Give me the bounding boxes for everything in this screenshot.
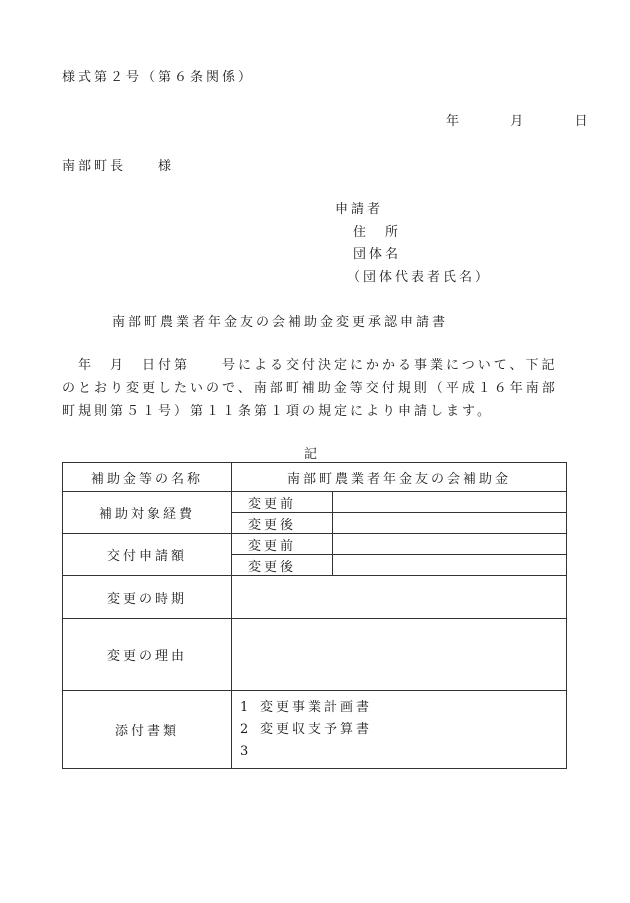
table-row [63, 534, 567, 555]
target-before-value[interactable] [333, 492, 567, 513]
subsidy-name-value: 南部町農業者年金友の会補助金 [232, 463, 567, 492]
target-before-label: 変更前 [232, 492, 333, 513]
target-expense-label: 補助対象経費 [63, 492, 232, 534]
addressee: 南部町長 様 [62, 159, 175, 174]
body-line-3: 町規則第５１号）第１１条第１項の規定により申請します。 [62, 404, 493, 419]
applicant-org-label: 団体名 [353, 247, 402, 263]
attachments-cell [232, 691, 567, 769]
date-day: 日 [574, 114, 591, 129]
form-number: 様式第２号（第６条関係） [62, 70, 255, 85]
applicant-block [335, 199, 491, 290]
application-table [62, 462, 567, 769]
applicant-rep-label: （団体代表者氏名） [347, 270, 492, 286]
attachment-text: 変更事業計画書 [260, 699, 373, 715]
grant-amount-label: 交付申請額 [63, 534, 232, 576]
attachment-number: 3 [240, 743, 252, 759]
change-reason-value[interactable] [232, 619, 567, 691]
subsidy-name-label: 補助金等の名称 [63, 463, 232, 492]
document-title: 南部町農業者年金友の会補助金変更承認申請書 [112, 315, 449, 330]
table-row [63, 619, 567, 691]
attachment-number: 1 [240, 699, 252, 715]
date-year: 年 [446, 114, 463, 129]
list-item [240, 719, 566, 741]
attachments-list [232, 697, 566, 763]
change-timing-value[interactable] [232, 576, 567, 619]
body-line-2: のとおり変更したいので、南部町補助金等交付規則（平成１６年南部 [62, 381, 558, 396]
change-reason-label: 変更の理由 [63, 619, 232, 691]
table-row [63, 492, 567, 513]
change-timing-label: 変更の時期 [63, 576, 232, 619]
attachment-number: 2 [240, 721, 252, 737]
grant-before-value[interactable] [333, 534, 567, 555]
body-text [62, 354, 558, 423]
list-item [240, 697, 566, 719]
ki-heading: 記 [304, 447, 321, 462]
date-line [446, 110, 591, 129]
applicant-address-label: 住 所 [353, 224, 402, 240]
applicant-label: 申請者 [335, 202, 384, 217]
target-after-label: 変更後 [232, 513, 333, 534]
grant-before-label: 変更前 [232, 534, 333, 555]
target-after-value[interactable] [333, 513, 567, 534]
list-item [240, 741, 566, 763]
table-row [63, 463, 567, 492]
body-line-1: 年 月 日付第 号による交付決定にかかる事業について、下記 [62, 358, 558, 373]
date-month: 月 [510, 114, 527, 129]
attachment-text: 変更収支予算書 [260, 721, 373, 737]
table-row [63, 691, 567, 769]
grant-after-label: 変更後 [232, 555, 333, 576]
table-row [63, 576, 567, 619]
attachments-label: 添付書類 [63, 691, 232, 769]
grant-after-value[interactable] [333, 555, 567, 576]
